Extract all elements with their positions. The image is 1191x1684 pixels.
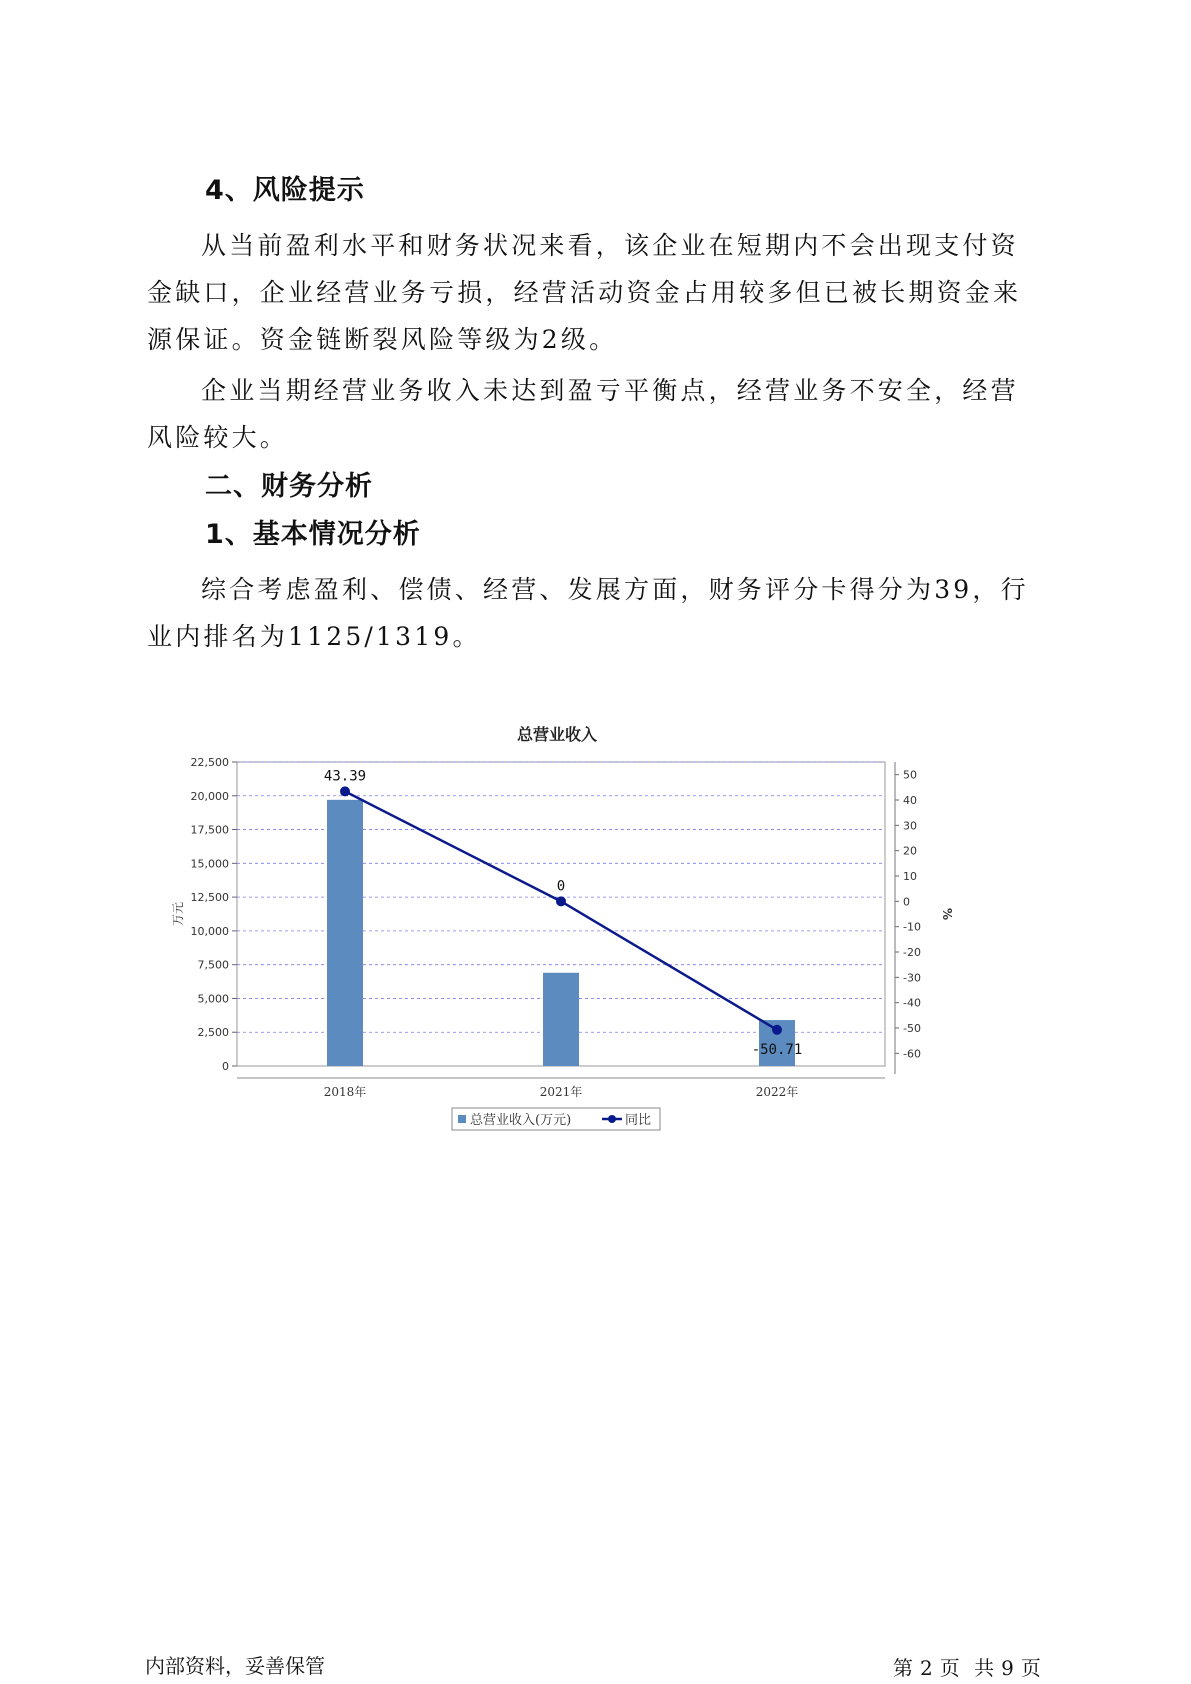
y-tick-label: 5,000 — [197, 992, 229, 1006]
y2-axis-title: % — [940, 907, 954, 921]
y2-tick-label: 40 — [903, 794, 917, 807]
y2-tick-label: -40 — [903, 996, 921, 1010]
footer-confidential: 内部资料，妥善保管 — [145, 1654, 325, 1678]
legend-line-label: 同比 — [625, 1113, 652, 1128]
y-tick-label: 17,500 — [190, 823, 229, 837]
risk-paragraph-2: 企业当期经营业务收入未达到盈亏平衡点，经营业务不安全，经营风险较大。 — [147, 376, 1019, 452]
legend-bar-swatch — [458, 1115, 466, 1123]
revenue-bar — [327, 800, 363, 1066]
y2-tick-label: 30 — [903, 819, 917, 833]
legend-bar-label: 总营业收入(万元) — [470, 1113, 572, 1128]
total-num: 9 — [1001, 1656, 1015, 1680]
legend-line-marker — [608, 1115, 616, 1123]
yoy-point — [340, 786, 350, 796]
revenue-chart-svg — [171, 722, 975, 1182]
page-num: 2 — [920, 1656, 934, 1680]
y-axis-title: 万元 — [171, 901, 185, 927]
total-unit: 页 — [1020, 1656, 1042, 1680]
y2-tick-label: -30 — [903, 971, 921, 985]
y-tick-label: 0 — [222, 1060, 229, 1073]
total-prefix: 共 — [974, 1656, 996, 1680]
chart-title: 总营业收入 — [516, 725, 598, 744]
y2-tick-label: 0 — [903, 895, 910, 909]
yoy-data-label: 0 — [556, 878, 566, 895]
y-tick-label: 22,500 — [190, 756, 229, 769]
page-unit: 页 — [939, 1656, 961, 1680]
basic-analysis-paragraph: 综合考虑盈利、偿债、经营、发展方面，财务评分卡得分为39，行业内排名为1125/1319。 — [147, 575, 1029, 651]
y2-tick-label: 20 — [903, 844, 917, 858]
y-tick-label: 20,000 — [190, 789, 229, 803]
revenue-chart — [171, 722, 975, 1182]
yoy-data-label: -50.71 — [751, 1041, 803, 1058]
yoy-point — [556, 896, 566, 906]
page-prefix: 第 — [893, 1656, 914, 1680]
y-tick-label: 7,500 — [197, 958, 229, 972]
yoy-point — [772, 1025, 782, 1035]
y-tick-label: 10,000 — [190, 924, 229, 938]
x-tick-label: 2018年 — [323, 1085, 367, 1099]
y-tick-label: 12,500 — [190, 891, 229, 905]
y-tick-label: 15,000 — [190, 857, 229, 871]
y2-tick-label: -60 — [903, 1047, 921, 1061]
y2-tick-label: 10 — [903, 870, 917, 883]
section-heading-finance: 二、财务分析 — [205, 471, 373, 502]
risk-paragraph-1: 从当前盈利水平和财务状况来看，该企业在短期内不会出现支付资金缺口，企业经营业务亏损，经营活动资金占用较多但已被长期资金来源保证。资金链断裂风险等级为2级。 — [147, 231, 1022, 354]
y-tick-label: 2,500 — [197, 1026, 229, 1040]
footer-page-number — [893, 1652, 1048, 1681]
x-tick-label: 2021年 — [539, 1085, 583, 1099]
section-heading-basic: 1、基本情况分析 — [205, 519, 421, 550]
section-heading-risk: 4、风险提示 — [205, 175, 365, 206]
y2-tick-label: -50 — [903, 1022, 921, 1035]
y2-tick-label: -10 — [903, 920, 921, 934]
revenue-bar — [543, 973, 579, 1066]
x-tick-label: 2022年 — [755, 1085, 799, 1099]
y2-tick-label: -20 — [903, 946, 921, 959]
y2-tick-label: 50 — [903, 768, 917, 782]
yoy-data-label: 43.39 — [323, 768, 367, 785]
